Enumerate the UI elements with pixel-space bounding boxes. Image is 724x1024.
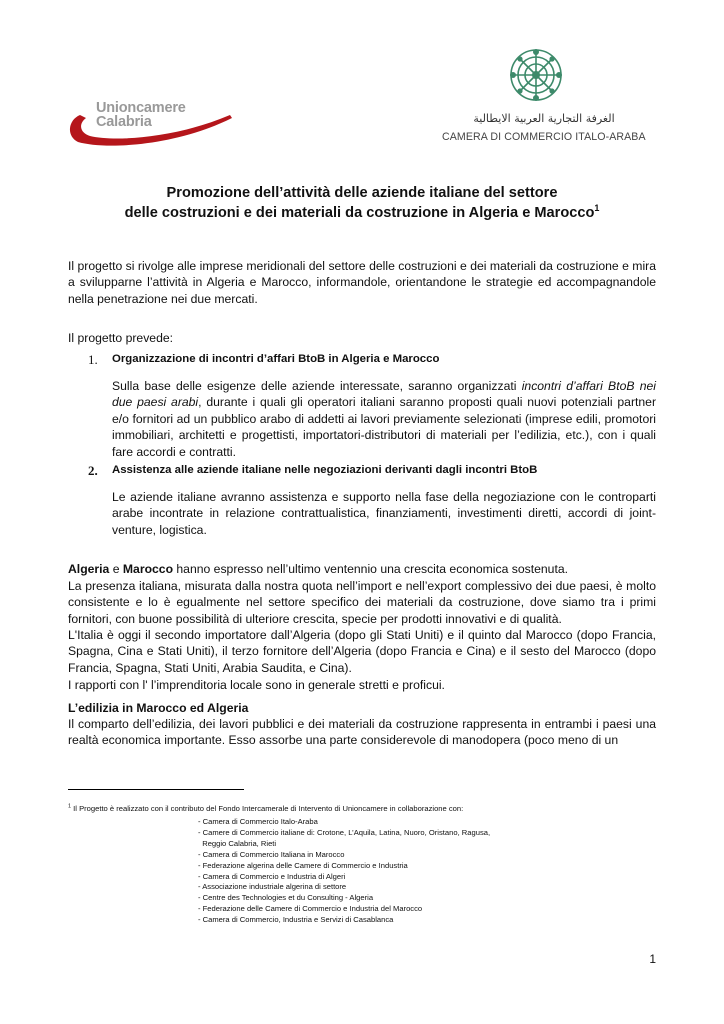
footnote-list-item: Reggio Calabria, Rieti	[198, 838, 277, 848]
chamber-name: CAMERA DI COMMERCIO ITALO-ARABA	[442, 131, 646, 143]
title-line-2-text: delle costruzioni e dei materiali da costruzione in Algeria e Marocco	[124, 205, 595, 221]
footnote-list-item: - Camera di Commercio e Industria di Algeri	[198, 871, 346, 881]
intro-paragraph: Il progetto si rivolge alle imprese meridionali del settore delle costruzioni e dei materiali da costruzione e mira a svilupparne l’attività in Algeria e Marocco, informandole, orientandone le strategie ed accompagnandole nella penetrazione nei due mercati.	[68, 259, 656, 306]
unioncamere-logo	[66, 100, 236, 152]
item-2-number: 2.	[88, 463, 98, 478]
footnote-list	[198, 817, 638, 926]
item-1-number: 1.	[88, 352, 98, 367]
footnote-list-item: - Associazione industriale algerina di settore	[198, 882, 347, 892]
unioncamere-logo-text-line2: Calabria	[96, 114, 152, 130]
title-line-1: Promozione dell’attività delle aziende italiane del settore	[166, 185, 558, 201]
footnote-list-item: - Federazione delle Camere di Commercio e Industria del Marocco	[198, 904, 423, 914]
arabic-chamber-name: الغرفة التجارية العربية الايطالية	[473, 112, 615, 125]
algeria-rest: hanno espresso nell’ultimo ventennio una crescita economica sostenuta.	[173, 562, 568, 576]
document-title	[60, 183, 664, 223]
footnote-intro: Il Progetto è realizzato con il contributo del Fondo Intercamerale di Intervento di Unioncamere in collaborazione con:	[71, 804, 464, 813]
footnote-list-item: - Camera di Commercio Italo-Araba	[198, 817, 318, 826]
algeria-and: e	[109, 562, 123, 576]
unioncamere-swoosh-icon	[66, 100, 236, 152]
item-1-body	[112, 378, 656, 460]
page-number: 1	[649, 952, 656, 966]
presenza-paragraph: La presenza italiana, misurata dalla nostra quota nell’import e nell’export complessivo dei due paesi, è molto consistente e lo è egualmente nel settore specifico dei materiali da costruzione, dove siamo tra i primi fornitori, con buone possibilità di ulteriore crescita, specie per prodotti innovativi e di qualità.	[68, 579, 656, 626]
prevede-label: Il progetto prevede:	[68, 331, 174, 345]
item-1-body-a: Sulla base delle esigenze delle aziende interessate, saranno organizzati	[112, 379, 522, 393]
footnote-list-item: - Centre des Technologies et du Consulting - Algeria	[198, 893, 374, 903]
rapporti-paragraph: I rapporti con l' l’imprenditoria locale sono in generale stretti e proficui.	[68, 678, 445, 692]
footnote-list-item: - Camera di Commercio, Industria e Servizi di Casablanca	[198, 915, 394, 925]
item-2-body: Le aziende italiane avranno assistenza e supporto nella fase della negoziazione con le controparti arabe incontrate in relazione contrattualistica, finanziamenti, investimenti diretti, accordi di joint-venture, logistica.	[112, 490, 656, 537]
footnote-text	[68, 804, 668, 814]
item-1-body-b: , durante i quali gli operatori italiani saranno proposti quali nuovi potenziali partner e/o fornitori ad un pubblico arabo di addetti ai lavori previamente selezionati (imprese edili, promotori immobiliari, architetti e progettisti, importatori-distributori di materiali per l’edilizia, etc.), con i quali fare accordi e contratti.	[112, 395, 657, 459]
camera-italo-araba-logo	[438, 46, 648, 146]
algeria-bold: Algeria	[68, 562, 110, 576]
unioncamere-logo-text-line1: Unioncamere	[96, 100, 186, 116]
marocco-bold: Marocco	[122, 562, 174, 576]
footnote-separator	[68, 789, 244, 790]
item-1-heading: Organizzazione di incontri d’affari BtoB in Algeria e Marocco	[112, 353, 440, 365]
arabesque-emblem-icon	[506, 46, 566, 104]
algeria-marocco-paragraph	[68, 561, 656, 577]
footnote-ref: 1	[594, 203, 600, 214]
edilizia-heading: L’edilizia in Marocco ed Algeria	[68, 701, 249, 715]
footnote-number: 1	[68, 803, 72, 810]
footnote-list-item: - Camere di Commercio italiane di: Crotone, L’Aquila, Latina, Nuoro, Oristano, Ragusa,	[198, 827, 491, 837]
edilizia-paragraph: Il comparto dell’edilizia, dei lavori pubblici e dei materiali da costruzione rappresenta in entrambi i paesi una realtà economica importante. Esso assorbe una parte considerevole di manodopera (poco meno di un	[68, 717, 656, 748]
italia-paragraph: L'Italia è oggi il secondo importatore dall’Algeria (dopo gli Stati Uniti) e il quinto dal Marocco (dopo Francia, Spagna, Cina e Stati Uniti), il terzo fornitore dell’Algeria (dopo Francia e Cina) e il sesto del Marocco (dopo Francia, Spagna, Stati Uniti, Arabia Saudita, e Cina).	[68, 628, 656, 675]
title-line-2	[60, 203, 664, 223]
footnote-list-item: - Camera di Commercio Italiana in Marocco	[198, 849, 345, 859]
item-2-heading: Assistenza alle aziende italiane nelle negoziazioni derivanti dagli incontri BtoB	[112, 464, 538, 476]
item-1-body-emphasis: incontri d’affari BtoB nei due paesi arabi	[112, 379, 656, 410]
footnote-list-item: - Federazione algerina delle Camere di Commercio e Industria	[198, 860, 408, 870]
